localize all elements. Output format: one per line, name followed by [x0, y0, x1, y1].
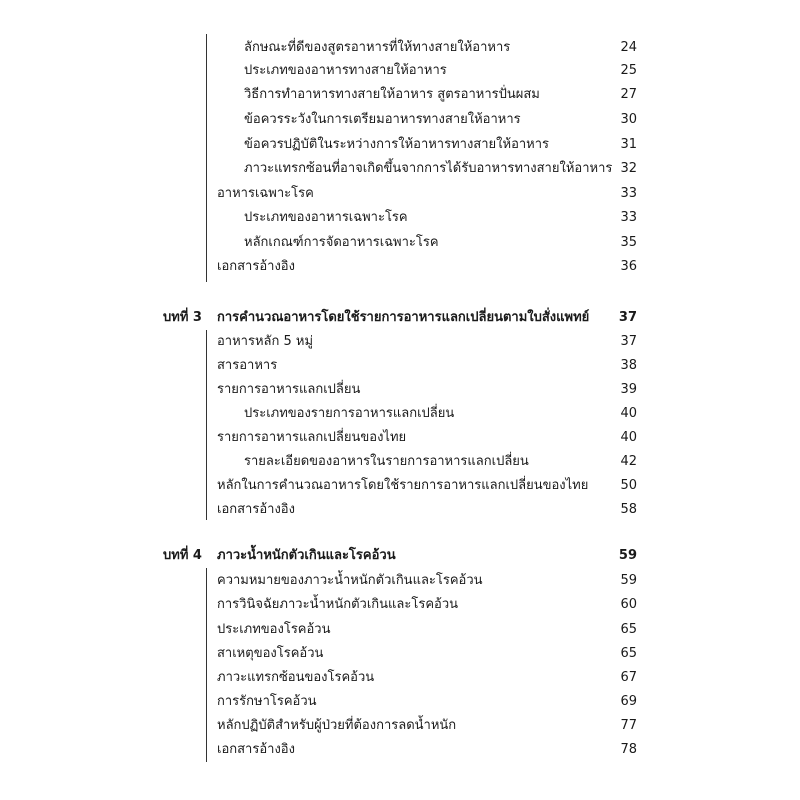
toc-entry-title: เอกสารอ้างอิง: [217, 502, 295, 517]
toc-entry-title: เอกสารอ้างอิง: [217, 742, 295, 757]
toc-page-number: 27: [620, 87, 637, 102]
toc-page-number: 65: [620, 622, 637, 637]
toc-page-number: 78: [620, 742, 637, 757]
toc-page-number: 37: [618, 310, 637, 325]
toc-page-number: 67: [620, 670, 637, 685]
toc-entry-title: ประเภทของอาหารทางสายให้อาหาร: [244, 63, 447, 78]
toc-entry-title: ข้อควรปฏิบัติในระหว่างการให้อาหารทางสายให้อาหาร: [244, 137, 550, 152]
toc-entry: [0, 715, 800, 737]
toc-entry: [0, 60, 800, 82]
toc-entry-title: ภาวะแทรกซ้อนที่อาจเกิดขึ้นจากการได้รับอาหารทางสายให้อาหาร: [244, 161, 613, 176]
toc-entry: [0, 451, 800, 473]
toc-entry-title: รายการอาหารแลกเปลี่ยนของไทย: [217, 430, 407, 445]
toc-entry-title: ข้อควรระวังในการเตรียมอาหารทางสายให้อาหาร: [244, 112, 521, 127]
toc-entry-title: ลักษณะที่ดีของสูตรอาหารที่ให้ทางสายให้อาหาร: [244, 40, 511, 55]
toc-page-number: 59: [618, 548, 637, 563]
toc-entry-title: ความหมายของภาวะน้ำหนักตัวเกินและโรคอ้วน: [217, 573, 483, 588]
toc-entry: [0, 594, 800, 616]
toc-page-number: 35: [620, 235, 637, 250]
toc-entry: [0, 643, 800, 665]
toc-entry: [0, 158, 800, 180]
toc-entry: [0, 232, 800, 254]
toc-page-number: 50: [620, 478, 637, 493]
toc-entry-title: ประเภทของอาหารเฉพาะโรค: [244, 210, 408, 225]
toc-entry-title: การวินิจฉัยภาวะน้ำหนักตัวเกินและโรคอ้วน: [217, 597, 459, 612]
toc-entry: [0, 379, 800, 401]
toc-page-number: 30: [620, 112, 637, 127]
toc-page-number: 37: [620, 334, 637, 349]
toc-entry-title: สาเหตุของโรคอ้วน: [217, 646, 324, 661]
toc-page-number: 59: [620, 573, 637, 588]
toc-entry: [0, 667, 800, 689]
toc-page-number: 77: [620, 718, 637, 733]
toc-entry: [0, 619, 800, 641]
toc-page-number: 24: [620, 40, 637, 55]
toc-entry: [0, 355, 800, 377]
toc-page-number: 31: [620, 137, 637, 152]
toc-entry-title: ภาวะแทรกซ้อนของโรคอ้วน: [217, 670, 375, 685]
chapter-number: บทที่ 4: [163, 548, 202, 563]
chapter-title: การคำนวณอาหารโดยใช้รายการอาหารแลกเปลี่ยนตามใบสั่งแพทย์: [217, 310, 590, 325]
toc-entry-title: รายการอาหารแลกเปลี่ยน: [217, 382, 361, 397]
toc-entry-title: หลักปฏิบัติสำหรับผู้ป่วยที่ต้องการลดน้ำหนัก: [217, 718, 457, 733]
chapter-number: บทที่ 3: [163, 310, 202, 325]
toc-entry: [0, 134, 800, 156]
toc-entry: [0, 331, 800, 353]
toc-page-number: 36: [620, 259, 637, 274]
toc-page-number: 39: [620, 382, 637, 397]
toc-page-number: 38: [620, 358, 637, 373]
toc-page-number: 33: [620, 210, 637, 225]
toc-entry-title: หลักเกณฑ์การจัดอาหารเฉพาะโรค: [244, 235, 439, 250]
toc-entry-title: อาหารเฉพาะโรค: [217, 186, 314, 201]
toc-entry: [0, 427, 800, 449]
toc-page-number: 60: [620, 597, 637, 612]
toc-entry: [0, 499, 800, 521]
toc-page-number: 40: [620, 430, 637, 445]
toc-entry-title: อาหารหลัก 5 หมู่: [217, 334, 314, 349]
toc-page-number: 25: [620, 63, 637, 78]
toc-entry-title: วิธีการทำอาหารทางสายให้อาหาร สูตรอาหารปั่นผสม: [244, 87, 540, 102]
toc-entry: [0, 207, 800, 229]
toc-entry: [0, 37, 800, 59]
toc-entry: [0, 109, 800, 131]
toc-page-number: 40: [620, 406, 637, 421]
toc-entry-title: รายละเอียดของอาหารในรายการอาหารแลกเปลี่ยน: [244, 454, 529, 469]
toc-page-number: 58: [620, 502, 637, 517]
chapter-title: ภาวะน้ำหนักตัวเกินและโรคอ้วน: [217, 548, 396, 563]
chapter-heading: [0, 545, 800, 567]
toc-entry: [0, 84, 800, 106]
toc-entry: [0, 691, 800, 713]
toc-entry-title: หลักในการคำนวณอาหารโดยใช้รายการอาหารแลกเปลี่ยนของไทย: [217, 478, 589, 493]
toc-page-number: 69: [620, 694, 637, 709]
toc-entry: [0, 739, 800, 761]
toc-entry: [0, 403, 800, 425]
toc-entry-title: สารอาหาร: [217, 358, 278, 373]
toc-page-number: 32: [620, 161, 637, 176]
toc-entry: [0, 570, 800, 592]
toc-entry: [0, 475, 800, 497]
toc-entry-title: ประเภทของรายการอาหารแลกเปลี่ยน: [244, 406, 455, 421]
toc-page-number: 42: [620, 454, 637, 469]
toc-entry-title: ประเภทของโรคอ้วน: [217, 622, 331, 637]
chapter-heading: [0, 307, 800, 329]
toc-entry: [0, 256, 800, 278]
toc-entry: [0, 183, 800, 205]
toc-entry-title: เอกสารอ้างอิง: [217, 259, 295, 274]
toc-page-number: 33: [620, 186, 637, 201]
toc-entry-title: การรักษาโรคอ้วน: [217, 694, 317, 709]
toc-page-number: 65: [620, 646, 637, 661]
